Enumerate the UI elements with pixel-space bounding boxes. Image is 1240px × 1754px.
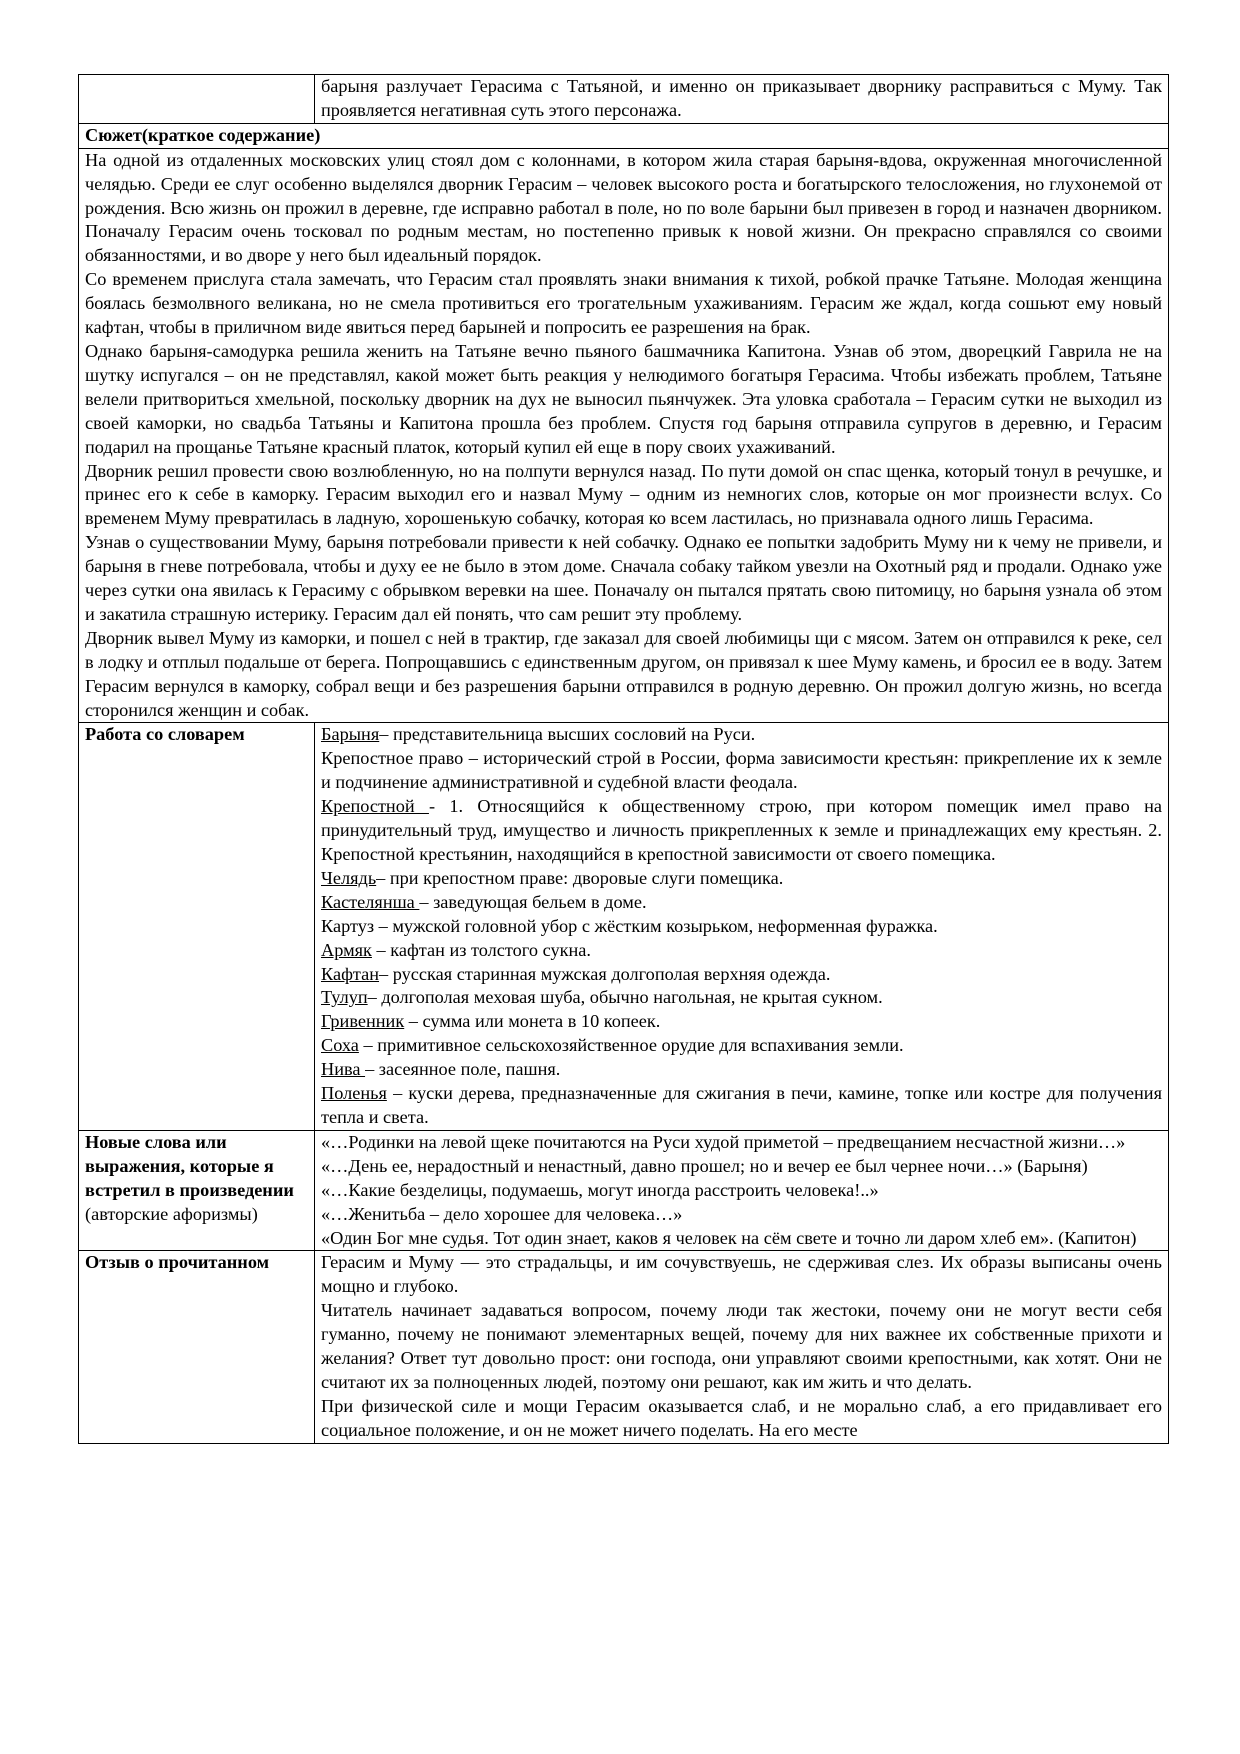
dictionary-label: Работа со словарем	[79, 723, 315, 1130]
aphorism-quote: «…Женитьба – дело хорошее для человека…»	[321, 1203, 683, 1224]
plot-paragraph: Узнав о существовании Муму, барыня потребовали привести к ней собачку. Однако ее попытки задобрить Муму ни к чему не привели, и барыня в гневе потребовала, чтобы и духу ее не было в этом доме. Сначала собаку тайком увезли на Охотный ряд и продали. Однако уже через сутки она явилась к Герасиму с обрывком веревки на шее. Поначалу он пытался прятать свою питомицу, но барыня узнала об этом и закатила страшную истерику. Герасим дал ей понять, что сам решит эту проблему.	[85, 532, 1162, 624]
dictionary-term: Барыня	[321, 724, 380, 745]
aphorisms-label-bold: Новые слова или выражения, которые я встретил в произведении	[85, 1131, 294, 1200]
aphorisms-label	[79, 1130, 315, 1251]
dictionary-entries	[315, 723, 1169, 1130]
dictionary-entry	[321, 1058, 1162, 1082]
dictionary-definition: – примитивное сельскохозяйственное орудие для вспахивания земли.	[358, 1035, 904, 1056]
dictionary-definition: Крепостное право – исторический строй в России, форма зависимости крестьян: прикрепление их к земле и подчинение административной и судебной власти феодала.	[321, 748, 1162, 793]
dictionary-term: Челядь	[321, 867, 377, 888]
dictionary-definition: – куски дерева, предназначенные для сжигания в печи, камине, топке или костре для получения тепла и света.	[321, 1083, 1162, 1127]
aphorisms-list	[315, 1130, 1169, 1251]
dictionary-term: Армяк	[321, 939, 372, 960]
dictionary-definition: – заведующая бельем в доме.	[419, 891, 647, 912]
aphorism-quote: «…Какие безделицы, подумаешь, могут иногда расстроить человека!..»	[321, 1179, 879, 1200]
document-page	[78, 74, 1168, 1444]
plot-paragraph: Со временем прислуга стала замечать, что Герасим стал проявлять знаки внимания к тихой, робкой прачке Татьяне. Молодая женщина боялась безмолвного великана, но не смела противиться его трогательным ухаживаниям. Герасим же ждал, когда сошьют ему новый кафтан, чтобы в приличном виде явиться перед барыней и попросить ее разрешения на брак.	[85, 269, 1162, 338]
aphorism-quote: «…Родинки на левой щеке почитаются на Руси худой приметой – предвещанием несчастной жизни…»	[321, 1131, 1126, 1152]
dictionary-entry	[321, 939, 1162, 963]
plot-paragraph: Однако барыня-самодурка решила женить на Татьяне вечно пьяного башмачника Капитона. Узнав об этом, дворецкий Гаврила не на шутку испугался – он не представлял, какой может быть реакция у нелюдимого богатыря Герасима. Чтобы избежать проблем, Татьяне велели притвориться хмельной, поскольку дворник на дух не выносил пьянчужек. Эта уловка сработала – Герасим сутки не выходил из своей каморки, но свадьба Татьяны и Капитона прошла без проблем. Спустя год барыня отправила супругов в деревню, и Герасим подарил на прощанье Татьяне красный платок, который купил ей еще в пору своих ухаживаний.	[85, 340, 1162, 457]
dictionary-definition: Картуз – мужской головной убор с жёстким козырьком, неформенная фуражка.	[321, 915, 938, 936]
dictionary-term: Гривенник	[321, 1011, 405, 1032]
review-paragraph: Герасим и Муму — это страдальцы, и им сочувствуешь, не сдерживая слез. Их образы выписаны очень мощно и глубоко.	[321, 1252, 1162, 1297]
plot-body-row	[79, 148, 1169, 723]
character-description-cell: барыня разлучает Герасима с Татьяной, и именно он приказывает дворнику расправиться с Муму. Так проявляется негативная суть этого персонажа.	[315, 75, 1169, 124]
dictionary-definition: – сумма или монета в 10 копеек.	[404, 1011, 661, 1032]
review-text	[315, 1251, 1169, 1443]
reading-diary-table	[78, 74, 1169, 1444]
empty-label-cell	[79, 75, 315, 124]
dictionary-term: Нива	[321, 1059, 366, 1080]
aphorisms-label-note: (авторские афоризмы)	[85, 1203, 258, 1224]
plot-paragraph: Дворник решил провести свою возлюбленную, но на полпути вернулся назад. По пути домой он спас щенка, который тонул в речушке, и принес его к себе в каморку. Герасим выходил его и назвал Муму – одним из немногих слов, которые он мог произнести вслух. Со временем Муму превратилась в ладную, хорошенькую собачку, которая ко всем ластилась, но признавала одного лишь Герасима.	[85, 460, 1162, 529]
dictionary-definition: – при крепостном праве: дворовые слуги помещика.	[376, 867, 784, 888]
dictionary-entry	[321, 986, 1162, 1010]
dictionary-definition: - 1. Относящийся к общественному строю, при котором помещик имел право на принудительный труд, имущество и личность прикрепленных к земле и принадлежащих ему крестьян. 2. Крепостной крестьянин, находящийся в крепостной зависимости от своего помещика.	[321, 796, 1162, 864]
dictionary-entry	[321, 747, 1162, 795]
plot-paragraph: Дворник вывел Муму из каморки, и пошел с ней в трактир, где заказал для своей любимицы щи с мясом. Затем он отправился к реке, сел в лодку и отплыл подальше от берега. Попрощавшись с единственным другом, он привязал к шее Муму камень, и бросил ее в воду. Затем Герасим вернулся в каморку, собрал вещи и без разрешения барыни отправился в родную деревню. Он прожил долгую жизнь, но всегда сторонился женщин и собак.	[85, 627, 1162, 720]
dictionary-entry	[321, 891, 1162, 915]
dictionary-definition: – кафтан из толстого сукна.	[371, 939, 591, 960]
dictionary-entry	[321, 1010, 1162, 1034]
plot-heading-row	[79, 123, 1169, 148]
plot-paragraph: На одной из отдаленных московских улиц стоял дом с колоннами, в котором жила старая барыня-вдова, окруженная многочисленной челядью. Среди ее слуг особенно выделялся дворник Герасим – человек высокого роста и богатырского телосложения, но глухонемой от рождения. Всю жизнь он прожил в деревне, где исправно работал в поле, но по воле барыни был привезен в город и назначен дворником. Поначалу Герасим очень тосковал по родным местам, но постепенно привык к новой жизни. Он прекрасно справлялся со своими обязанностями, и во дворе у него был идеальный порядок.	[85, 149, 1162, 266]
dictionary-entry	[321, 723, 1162, 747]
review-label: Отзыв о прочитанном	[79, 1251, 315, 1443]
dictionary-definition: – русская старинная мужская долгополая верхняя одежда.	[379, 963, 831, 984]
dictionary-term: Соха	[321, 1035, 359, 1056]
dictionary-term: Кафтан	[321, 963, 380, 984]
dictionary-entry	[321, 1034, 1162, 1058]
aphorism-quote: «Один Бог мне судья. Тот один знает, каков я человек на сём свете и точно ли даром хлеб ем». (Капитон)	[321, 1227, 1137, 1248]
review-paragraph: При физической силе и мощи Герасим оказывается слаб, и не морально слаб, а его придавливает его социальное положение, и он не может ничего поделать. На его месте	[321, 1395, 1162, 1440]
dictionary-term: Кастелянша	[321, 891, 420, 912]
dictionary-definition: – засеянное поле, пашня.	[365, 1059, 561, 1080]
aphorisms-row	[79, 1130, 1169, 1251]
dictionary-entry	[321, 915, 1162, 939]
dictionary-term: Тулуп	[321, 987, 368, 1008]
dictionary-row	[79, 723, 1169, 1130]
plot-heading: Сюжет(краткое содержание)	[79, 123, 1169, 148]
review-paragraph: Читатель начинает задаваться вопросом, почему люди так жестоки, почему они не могут вести себя гуманно, почему не понимают элементарных вещей, почему для них важнее их собственные прихоти и желания? Ответ тут довольно прост: они господа, они управляют своими крепостными, как хотят. Они не считают их за полноценных людей, поэтому они решают, как им жить и что делать.	[321, 1300, 1162, 1392]
dictionary-definition: – представительница высших сословий на Руси.	[379, 724, 756, 745]
dictionary-entry	[321, 795, 1162, 867]
dictionary-entry	[321, 963, 1162, 987]
aphorism-quote: «…День ее, нерадостный и ненастный, давно прошел; но и вечер ее был чернее ночи…» (Барыня)	[321, 1155, 1088, 1176]
dictionary-term: Поленья	[321, 1083, 387, 1104]
plot-summary	[79, 148, 1169, 723]
dictionary-term: Крепостной	[321, 796, 429, 817]
dictionary-definition: – долгополая меховая шуба, обычно нагольная, не крытая сукном.	[367, 987, 883, 1008]
characters-row-continued	[79, 75, 1169, 124]
dictionary-entry	[321, 867, 1162, 891]
review-row	[79, 1251, 1169, 1443]
dictionary-entry	[321, 1082, 1162, 1130]
